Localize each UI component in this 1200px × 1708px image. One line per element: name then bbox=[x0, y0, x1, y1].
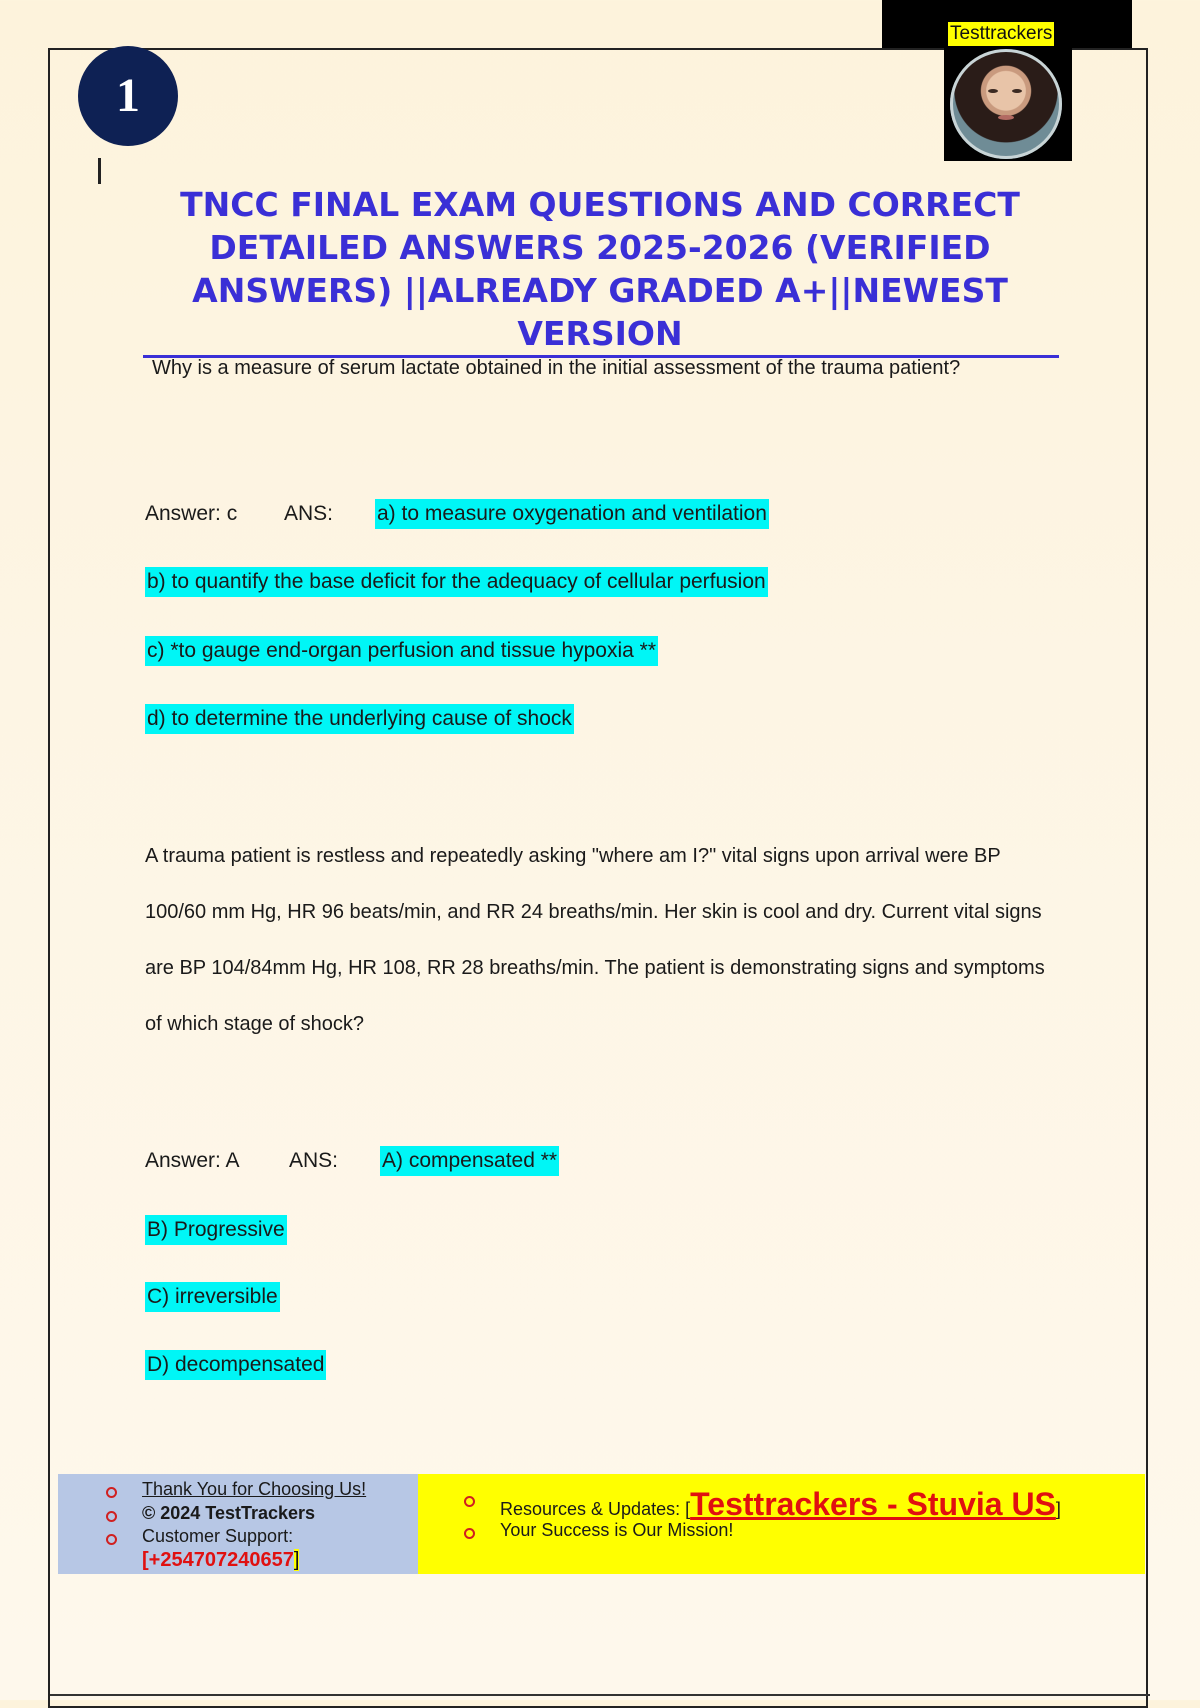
avatar-eye-icon bbox=[988, 89, 998, 93]
document-title: TNCC FINAL EXAM QUESTIONS AND CORRECT DETAILED ANSWERS 2025-2026 (VERIFIED ANSWERS) ||ALREADY GRADED A+||NEWEST VERSION bbox=[180, 185, 1020, 353]
footer-resources-row: Resources & Updates: [Testtrackers - Stuvia US] bbox=[500, 1486, 1061, 1522]
footer-right-panel bbox=[418, 1474, 1145, 1574]
question-1-option-a: a) to measure oxygenation and ventilation bbox=[375, 499, 769, 529]
bullet-icon bbox=[106, 1534, 117, 1545]
footer-left-panel bbox=[58, 1474, 418, 1574]
bullet-icon bbox=[106, 1487, 117, 1498]
question-1-answer-label: Answer: c bbox=[145, 502, 238, 525]
footer-support-label: Customer Support: bbox=[142, 1526, 294, 1546]
avatar-eye-icon bbox=[1012, 89, 1022, 93]
footer-thanks-link[interactable]: Thank You for Choosing Us! bbox=[142, 1479, 367, 1499]
question-1-text: Why is a measure of serum lactate obtained in the initial assessment of the trauma patient? bbox=[152, 357, 961, 379]
footer-resources-link[interactable]: Testtrackers - Stuvia US bbox=[690, 1486, 1056, 1522]
text-cursor-icon bbox=[98, 158, 101, 184]
page-number-badge: 1 bbox=[78, 46, 178, 146]
bottom-divider bbox=[50, 1694, 1150, 1696]
question-1-option-c: c) *to gauge end-organ perfusion and tissue hypoxia ** bbox=[145, 636, 658, 666]
footer-support-phone[interactable]: [+254707240657] bbox=[142, 1549, 300, 1571]
question-2-text: A trauma patient is restless and repeatedly asking "where am I?" vital signs upon arrival were BP 100/60 mm Hg, HR 96 beats/min, and RR 24 breaths/min. Her skin is cool and dry. Current vital signs are BP 104/84mm Hg, HR 108, RR 28 breaths/min. The patient is demonstrating signs and symptoms of which stage of shock? bbox=[145, 845, 1045, 1035]
footer-mission: Your Success is Our Mission! bbox=[500, 1520, 734, 1540]
question-2-option-d: D) decompensated bbox=[145, 1350, 326, 1380]
question-1-option-b: b) to quantify the base deficit for the adequacy of cellular perfusion bbox=[145, 567, 768, 597]
question-1-ans-prefix: ANS: bbox=[284, 502, 334, 525]
question-2-answer-label: Answer: A bbox=[145, 1149, 240, 1172]
question-1-option-d: d) to determine the underlying cause of shock bbox=[145, 704, 574, 734]
footer-copyright: © 2024 TestTrackers bbox=[142, 1503, 316, 1523]
avatar bbox=[950, 49, 1062, 159]
bullet-icon bbox=[464, 1528, 475, 1539]
question-2-ans-prefix: ANS: bbox=[289, 1149, 339, 1172]
footer-resources-label: Resources & Updates: bbox=[500, 1499, 681, 1519]
question-1-answer-row bbox=[145, 499, 237, 529]
footer-phone-number[interactable]: +254707240657 bbox=[148, 1549, 294, 1571]
brand-label: Testtrackers bbox=[950, 23, 1053, 44]
question-2-option-b: B) Progressive bbox=[145, 1215, 287, 1245]
avatar-mouth-icon bbox=[998, 115, 1014, 120]
question-2-option-a: A) compensated ** bbox=[380, 1146, 559, 1176]
avatar-frame bbox=[944, 48, 1072, 161]
bullet-icon bbox=[464, 1496, 475, 1507]
bullet-icon bbox=[106, 1511, 117, 1522]
question-2-option-c: C) irreversible bbox=[145, 1282, 280, 1312]
